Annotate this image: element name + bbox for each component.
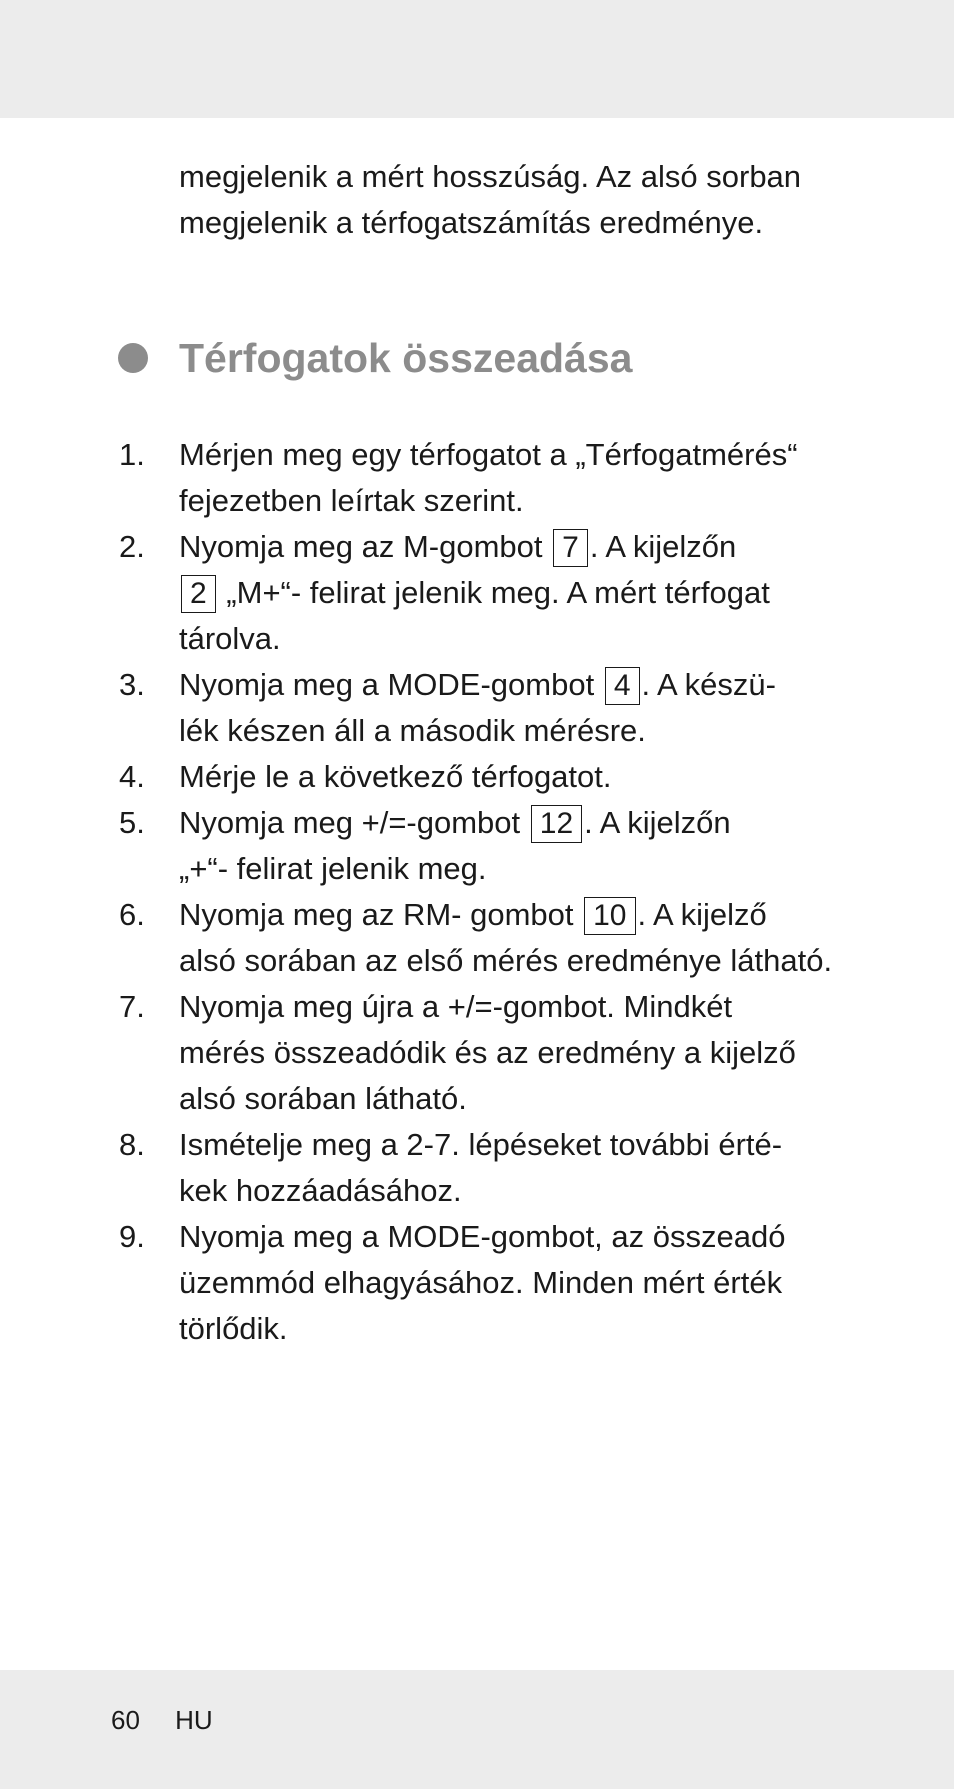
step-line: Mérje le a következő térfogatot. [179, 759, 612, 794]
list-item [0, 524, 954, 662]
step-line [179, 662, 954, 708]
language-code: HU [175, 1705, 213, 1735]
step-text [179, 662, 954, 754]
step-line: törlődik. [179, 1311, 288, 1346]
step-number: 4. [119, 759, 145, 794]
step-number: 8. [119, 1127, 145, 1162]
step-line-segment: Nyomja meg az RM- gombot [179, 897, 583, 932]
step-line-segment: . A kijelzőn [584, 805, 731, 840]
section-heading [118, 328, 632, 388]
step-line-segment: „M+“- felirat jelenik meg. A mért térfogat [217, 575, 770, 610]
key-reference-m-button: 7 [553, 529, 588, 567]
step-text [179, 800, 954, 892]
step-line: Mérjen meg egy térfogatot a „Térfogatmérés“ [179, 437, 798, 472]
step-line-segment: . A készü- [641, 667, 776, 702]
step-line [179, 524, 954, 570]
step-text [179, 1122, 954, 1214]
step-number: 5. [119, 805, 145, 840]
step-line: Nyomja meg a MODE-gombot, az összeadó [179, 1219, 786, 1254]
step-line-segment: Nyomja meg a MODE-gombot [179, 667, 603, 702]
section-title: Térfogatok összeadása [179, 334, 633, 381]
step-text [179, 984, 954, 1122]
list-item [0, 432, 954, 524]
step-number: 1. [119, 437, 145, 472]
list-item [0, 800, 954, 892]
step-line [179, 892, 954, 938]
step-number: 3. [119, 667, 145, 702]
page-number: 60 [111, 1705, 140, 1735]
step-number: 2. [119, 529, 145, 564]
step-line: „+“- felirat jelenik meg. [179, 851, 487, 886]
step-text [179, 1214, 954, 1352]
step-line: kek hozzáadásához. [179, 1173, 462, 1208]
key-reference-plus-equals-button: 12 [531, 805, 582, 843]
step-line: tárolva. [179, 621, 281, 656]
step-line: fejezetben leírtak szerint. [179, 483, 524, 518]
step-text [179, 524, 954, 662]
step-number: 7. [119, 989, 145, 1024]
list-item [0, 984, 954, 1122]
step-line: lék készen áll a második mérésre. [179, 713, 646, 748]
list-item [0, 662, 954, 754]
step-line-segment: Nyomja meg az M-gombot [179, 529, 552, 564]
bullet-dot-icon [118, 343, 148, 373]
key-reference-display: 2 [181, 575, 216, 613]
step-line: alsó sorában látható. [179, 1081, 467, 1116]
step-text [179, 432, 954, 524]
list-item [0, 754, 954, 800]
step-line: alsó sorában az első mérés eredménye látható. [179, 943, 833, 978]
step-line [179, 570, 954, 616]
list-item [0, 892, 954, 984]
step-number: 6. [119, 897, 145, 932]
step-number: 9. [119, 1219, 145, 1254]
step-text [179, 892, 954, 984]
step-line: üzemmód elhagyásához. Minden mért érték [179, 1265, 783, 1300]
step-line: Nyomja meg újra a +/=-gombot. Mindkét [179, 989, 733, 1024]
intro-line: megjelenik a térfogatszámítás eredménye. [179, 205, 764, 240]
step-line: mérés összeadódik és az eredmény a kijelző [179, 1035, 796, 1070]
step-line-segment: . A kijelzőn [589, 529, 737, 564]
step-line-segment: . A kijelző [637, 897, 767, 932]
key-reference-mode-button: 4 [605, 667, 640, 705]
intro-line: megjelenik a mért hosszúság. Az alsó sorban [179, 159, 802, 194]
steps-list [0, 432, 954, 1352]
step-text [179, 754, 954, 800]
list-item [0, 1214, 954, 1352]
top-margin-band [0, 0, 954, 118]
key-reference-rm-button: 10 [584, 897, 635, 935]
step-line-segment: Nyomja meg +/=-gombot [179, 805, 529, 840]
step-line [179, 800, 954, 846]
page-footer [111, 1700, 213, 1740]
intro-paragraph [179, 154, 879, 246]
step-line: Ismételje meg a 2-7. lépéseket további érté- [179, 1127, 783, 1162]
list-item [0, 1122, 954, 1214]
